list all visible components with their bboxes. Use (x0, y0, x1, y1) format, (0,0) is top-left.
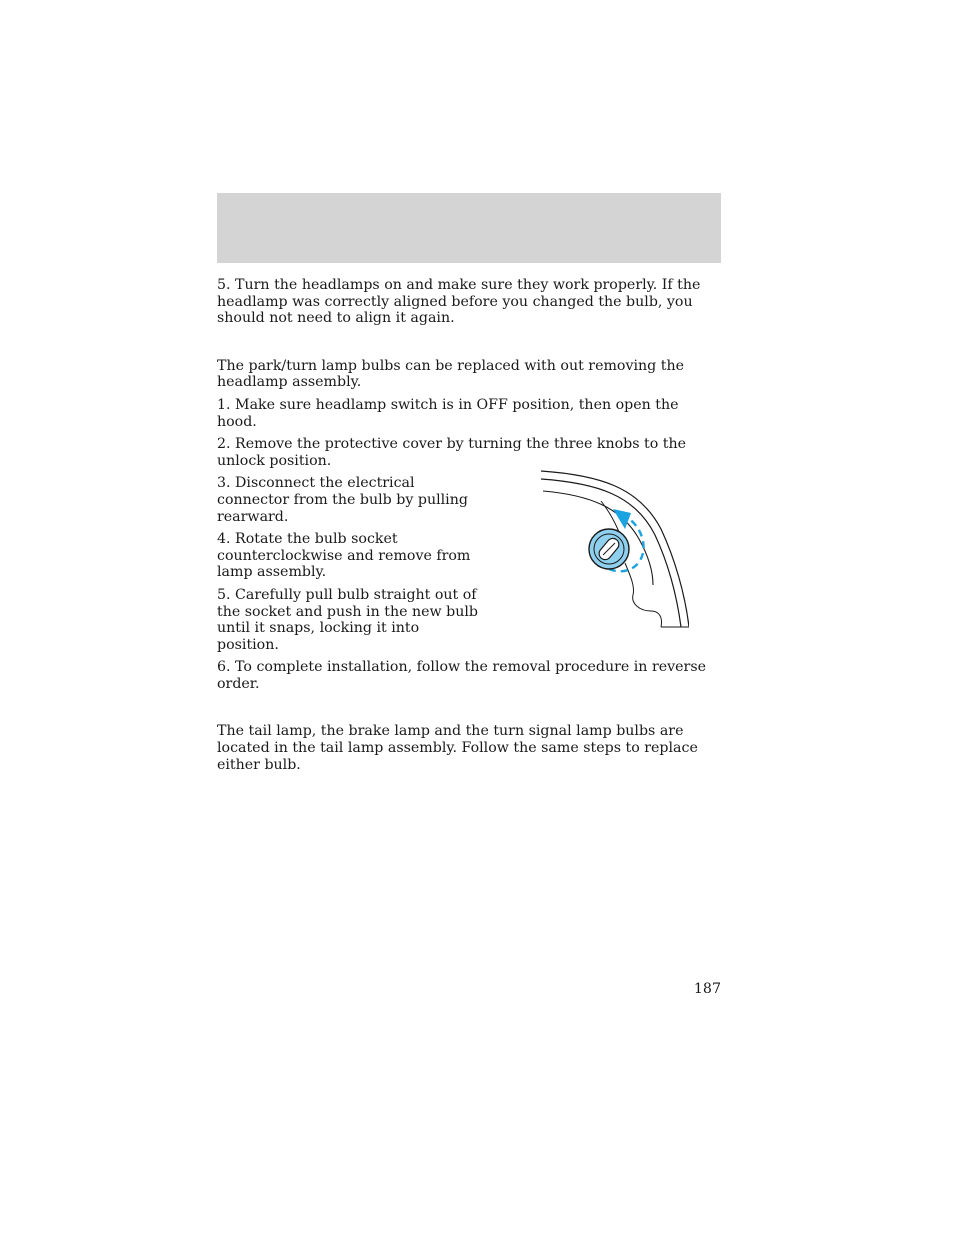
page-content (217, 277, 721, 773)
park-turn-intro: The park/turn lamp bulbs can be replaced with out removing the headlamp assembly. (217, 357, 684, 391)
park-step-2: 2. Remove the protective cover by turning the three knobs to the unlock position. (217, 436, 687, 469)
park-step-1: 1. Make sure headlamp switch is in OFF position, then open the hood. (217, 396, 679, 430)
headlamp-step-5: 5. Turn the headlamps on and make sure they work properly. If the headlamp was correctly aligned before you changed the bulb, you should not need to align it again. (217, 277, 701, 327)
section-header-band (217, 193, 721, 263)
park-step-5: 5. Carefully pull bulb straight out of the socket and push in the new bulb until it snaps, locking it into position. (217, 586, 479, 653)
park-step-4: 4. Rotate the bulb socket counterclockwise and remove from lamp assembly. (217, 531, 471, 581)
park-step-6: 6. To complete installation, follow the removal procedure in reverse order. (217, 659, 706, 692)
park-step-3: 3. Disconnect the electrical connector from the bulb by pulling rearward. (217, 475, 468, 525)
narrow-steps-column (217, 475, 479, 653)
tail-lamp-intro: The tail lamp, the brake lamp and the turn signal lamp bulbs are located in the tail lamp assembly. Follow the same steps to replace either bulb. (217, 723, 698, 773)
bulb-socket-rotation-diagram-icon (539, 469, 689, 631)
page-number: 187 (693, 981, 721, 997)
steps-with-figure (217, 475, 721, 653)
